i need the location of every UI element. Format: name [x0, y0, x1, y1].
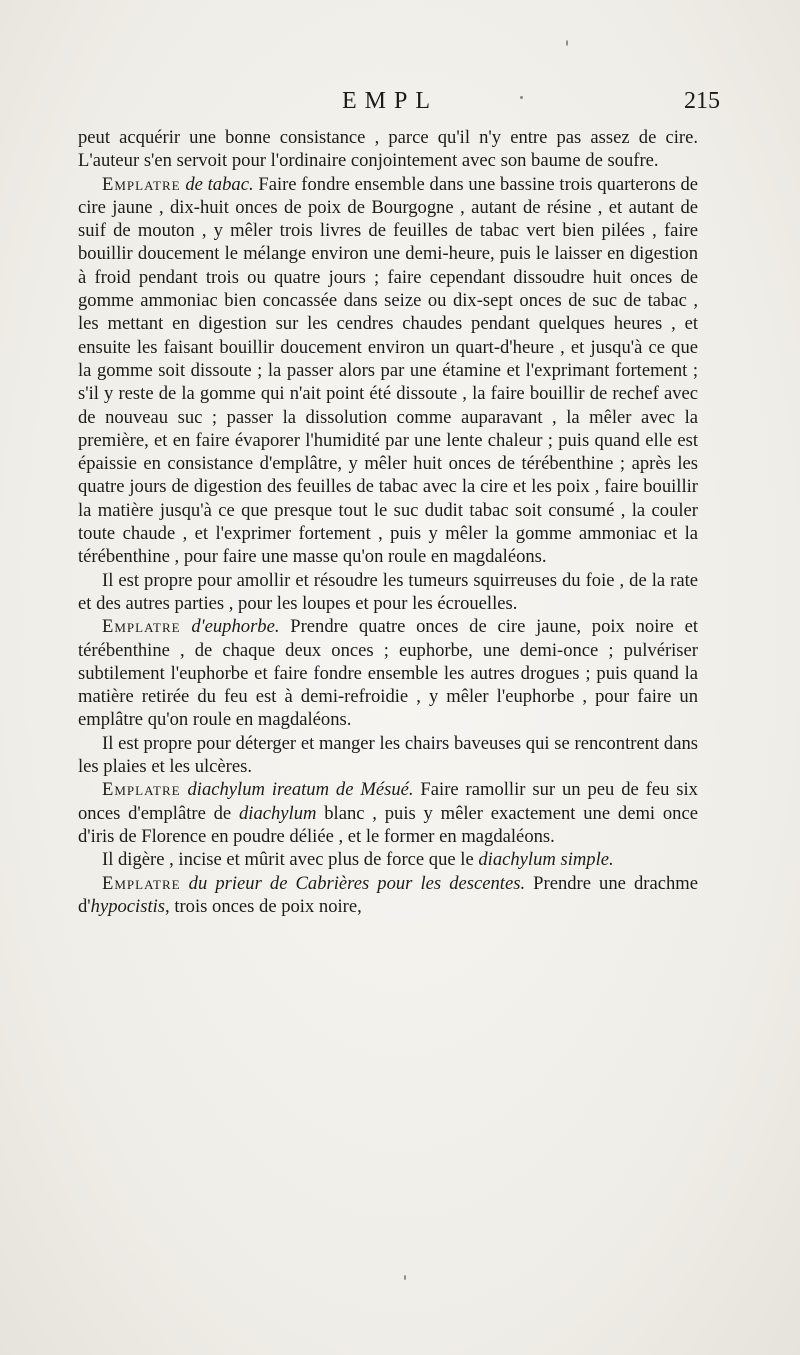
paragraph: [78, 173, 698, 569]
entry-heading: Emplatre: [102, 173, 181, 195]
paper-speck: [520, 96, 523, 99]
entry-heading: Emplatre: [102, 872, 181, 894]
paragraph: [78, 615, 698, 731]
text-run: [181, 616, 192, 637]
paragraph: [78, 732, 698, 779]
text-run: Faire fondre ensemble dans une bassine trois quarterons de cire jaune , dix-huit onces de poix de Bourgogne , autant de résine , et autant de suif de mouton , y mêler trois livres de feuilles de tabac vert bien pilées , faire bouillir doucement le mélange environ une demi-heure, puis le laisser en digestion à froid pendant trois ou quatre jours ; faire cependant dissoudre huit onces de gomme ammoniac bien concassée dans seize ou dix-sept onces de suc de tabac , les mettant en digestion sur les cendres chaudes pendant quelques heures , et ensuite les faisant bouillir doucement environ un quart-d'heure , et jusqu'à ce que la gomme soit dissoute ; la passer alors par une étamine et l'exprimant fortement ; s'il y reste de la gomme qui n'ait point été dissoute , la faire bouillir de rechef avec de nouveau suc ; passer la dissolution comme auparavant , la mêler avec la première, et en faire évaporer l'humidité par une lente chaleur ; puis quand elle est épaissie en consistance d'emplâtre, y mêler huit onces de térébenthine ; après les quatre jours de digestion des feuilles de tabac avec la cire et les poix , faire bouillir la matière jusqu'à ce que presque tout le suc dudit tabac soit consumé , la couler toute chaude , et l'exprimer fortement , puis y mêler la gomme ammoniac et la térébenthine , pour faire une masse qu'on roule en magdaléons.: [78, 173, 699, 568]
text-run: Prendre une drachme d': [78, 872, 698, 917]
text-run: [181, 873, 189, 894]
text-run: Faire ramollir sur un peu de feu six onces d'emplâtre de: [78, 779, 698, 824]
text-run: , trois onces de poix noire,: [165, 895, 362, 917]
text-run: Il est propre pour déterger et manger les chairs baveuses qui se rencontrent dans les plaies et les ulcères.: [78, 732, 698, 778]
italic-text: diachylum: [238, 802, 317, 824]
body-text: [78, 126, 698, 918]
entry-heading: Emplatre: [102, 616, 181, 638]
text-run: Prendre quatre onces de cire jaune, poix noire et térébenthine , de chaque deux onces ; euphorbe, une demi-once ; pulvériser subtilement l'euphorbe et faire fondre ensemble les autres drogues ; puis quand la matière retirée du feu est à demi-refroidie , y mêler l'euphorbe , pour faire un emplâtre qu'on roule en magdaléons.: [78, 616, 698, 731]
paragraph: [78, 872, 698, 919]
italic-text: diachylum ireatum de Mésué.: [187, 779, 414, 801]
paragraph: [78, 126, 698, 173]
paper-speck: [404, 1275, 406, 1280]
running-head: [60, 86, 720, 120]
italic-text: hypocistis: [90, 895, 166, 917]
running-title: EMPL: [341, 88, 438, 114]
italic-text: du prieur de Cabrières pour les descentes.: [188, 872, 526, 894]
text-run: Il digère , incise et mûrit avec plus de force que le: [102, 849, 479, 871]
text-run: Il est propre pour amollir et résoudre les tumeurs squirreuses du foie , de la rate et des autres parties , pour les loupes et pour les écrouelles.: [78, 569, 698, 614]
text-run: blanc , puis y mêler exactement une demi once d'iris de Florence en poudre déliée , et le former en magdaléons.: [78, 802, 698, 847]
paper-speck: [566, 40, 568, 46]
text-run: [181, 779, 188, 800]
paragraph: [78, 569, 698, 616]
italic-text: diachylum simple.: [478, 849, 614, 871]
paragraph: [78, 848, 698, 871]
page-number: 215: [684, 88, 720, 114]
italic-text: de tabac.: [185, 173, 254, 195]
text-run: peut acquérir une bonne consistance , parce qu'il n'y entre pas assez de cire. L'auteur s'en servoit pour l'ordinaire conjointement avec son baume de soufre.: [78, 127, 698, 172]
italic-text: d'euphorbe.: [191, 616, 280, 638]
paragraph: [78, 778, 698, 848]
entry-heading: Emplatre: [102, 779, 181, 801]
